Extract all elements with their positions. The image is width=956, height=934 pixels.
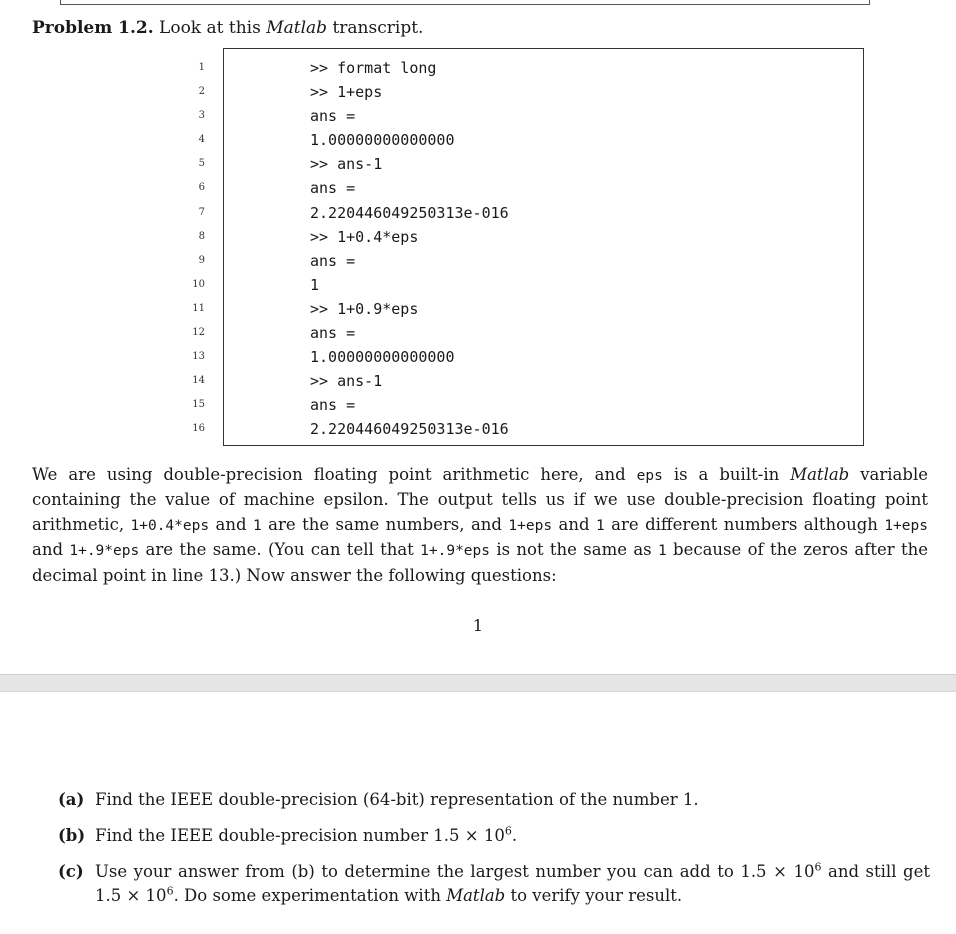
code-line: 1.00000000000000	[310, 131, 455, 150]
line-number: 2	[198, 86, 205, 98]
para-text: are the same numbers, and	[261, 514, 509, 534]
line-number: 15	[192, 399, 205, 411]
code-line: 1.00000000000000	[310, 348, 455, 367]
code-line: >> format long	[310, 59, 437, 77]
para-text: is a built-in	[662, 465, 791, 484]
transcript-line-numbers	[160, 56, 205, 442]
para-code: 1+0.4*eps	[130, 517, 210, 534]
code-line: >> 1+0.4*eps	[310, 227, 419, 246]
transcript-code-lines	[310, 56, 509, 442]
line-number: 3	[198, 110, 205, 122]
line-number: 13	[192, 351, 205, 363]
line-number: 5	[198, 158, 205, 170]
para-text: We are using double-precision floating point arithmetic here, and	[32, 465, 637, 484]
question-b	[58, 824, 930, 848]
problem-intro-prefix: Look at this	[159, 18, 261, 38]
para-text: and	[32, 540, 70, 560]
question-text: to verify your result.	[505, 886, 683, 905]
question-text: Use your answer from (b) to determine the largest number you can add to 1.5 × 10	[95, 862, 815, 881]
para-code: 1+eps	[884, 517, 928, 534]
code-line: 1	[310, 275, 320, 294]
para-text: are the same. (You can tell that	[139, 540, 421, 560]
question-label: (b)	[58, 826, 86, 845]
code-line: 2.220446049250313e-016	[310, 420, 509, 439]
para-code: 1+.9*eps	[420, 543, 490, 560]
line-number: 4	[198, 134, 205, 146]
exponent: 6	[166, 884, 174, 898]
question-text: Find the IEEE double-precision (64-bit) representation of the number 1.	[95, 790, 699, 809]
para-code: 1	[252, 517, 262, 534]
page-separator	[0, 674, 956, 692]
para-text: because of the zeros after the decimal point in line 13.) Now answer the following questions:	[32, 540, 928, 585]
problem-label: Problem 1.2.	[32, 18, 154, 38]
questions-list	[58, 788, 930, 920]
para-code: 1	[595, 517, 605, 534]
problem-heading	[32, 18, 423, 38]
question-a	[58, 788, 930, 812]
matlab-transcript-box	[223, 48, 864, 446]
question-label: (c)	[58, 862, 84, 881]
line-number: 7	[198, 206, 205, 218]
code-line: 2.220446049250313e-016	[310, 203, 509, 222]
line-number: 16	[192, 423, 205, 435]
code-line: ans =	[310, 396, 356, 415]
question-c	[58, 860, 930, 908]
para-software: Matlab	[790, 465, 850, 484]
para-text: are different numbers although	[604, 514, 885, 534]
code-line: >> 1+0.9*eps	[310, 299, 419, 318]
page-number: 1	[472, 616, 484, 635]
explanation-paragraph	[32, 463, 928, 588]
para-code: 1+eps	[508, 517, 553, 534]
code-line: ans =	[310, 324, 356, 343]
para-text: and	[209, 514, 253, 534]
line-number: 8	[198, 230, 205, 242]
code-line: >> 1+eps	[310, 83, 383, 102]
exponent: 6	[814, 860, 822, 874]
line-number: 9	[198, 254, 205, 266]
problem-intro-suffix: transcript.	[332, 18, 424, 38]
line-number: 14	[192, 375, 205, 387]
question-text: and still get 1.5 × 10	[95, 862, 930, 905]
code-line: ans =	[310, 251, 356, 270]
question-text: . Do some experimentation with	[173, 886, 447, 905]
para-code: eps	[636, 468, 663, 484]
question-text: .	[511, 826, 518, 845]
question-software: Matlab	[446, 886, 506, 905]
exponent: 6	[504, 824, 512, 838]
para-code: 1+.9*eps	[69, 543, 140, 560]
previous-box-bottom-border	[60, 0, 870, 5]
code-line: >> ans-1	[310, 155, 383, 174]
para-text: is not the same as	[490, 540, 658, 560]
code-line: ans =	[310, 179, 356, 198]
line-number: 1	[198, 62, 205, 73]
question-label: (a)	[58, 790, 85, 809]
line-number: 11	[192, 302, 205, 314]
line-number: 12	[192, 327, 205, 339]
para-code: 1	[657, 543, 667, 560]
line-number: 10	[192, 278, 205, 290]
para-text: and	[552, 514, 596, 534]
code-line: >> ans-1	[310, 372, 383, 391]
question-text: Find the IEEE double-precision number 1.5 × 10	[95, 826, 505, 845]
code-line: ans =	[310, 107, 356, 126]
para-text: variable containing the value of machine epsilon. The output tells us if we use double-precision floating point arithmetic,	[32, 465, 928, 534]
line-number: 6	[198, 182, 205, 194]
problem-intro-software: Matlab	[266, 18, 328, 38]
